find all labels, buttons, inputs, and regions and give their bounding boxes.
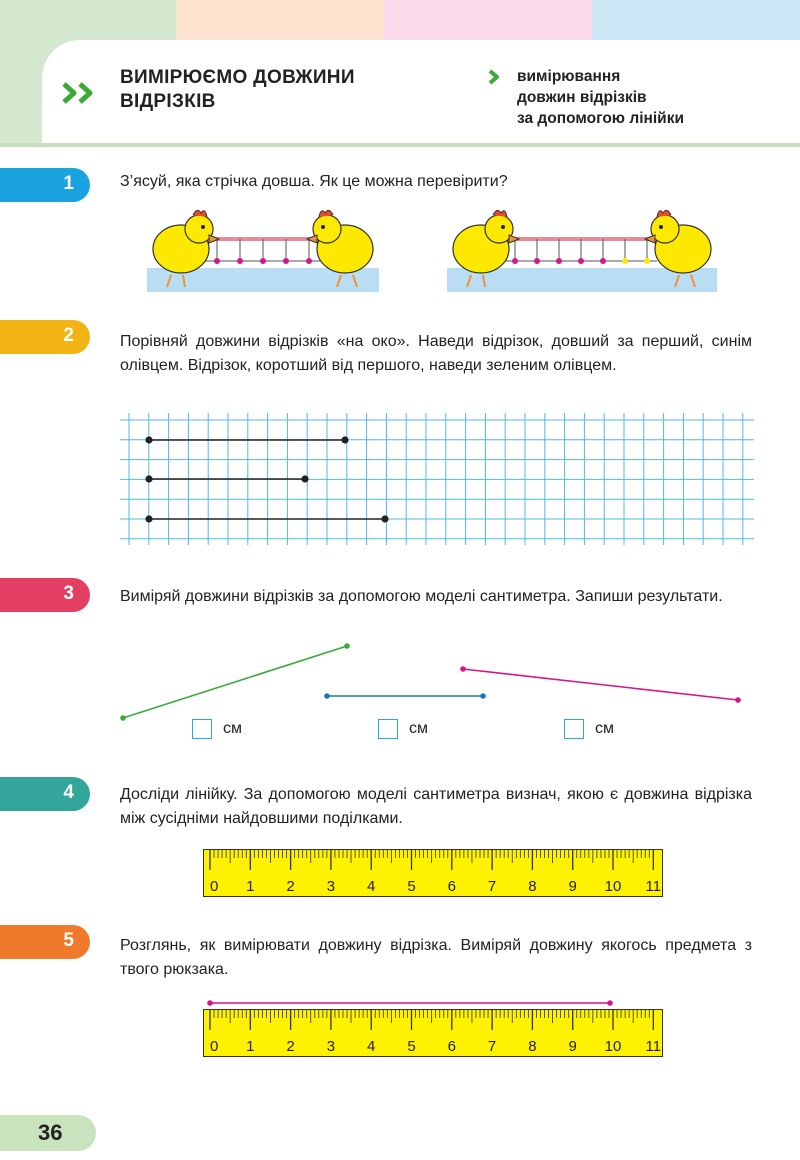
- ruler-tick-label: 5: [407, 878, 416, 895]
- chickens-short-ribbon-illustration: [145, 205, 385, 293]
- task-text-4: Досліди лінійку. За допомогою моделі сантиметра визнач, якою є довжина відрізка між сусідніми найдовшими поділками.: [120, 786, 752, 827]
- measure-segments: [110, 635, 760, 730]
- answer-box-1[interactable]: [192, 719, 212, 739]
- ruler-tick-label: 9: [568, 1038, 577, 1055]
- page-subtitle: вимірювання довжин відрізків за допомогою лінійки: [517, 68, 684, 127]
- page-number: 36: [38, 1120, 63, 1145]
- chickens-long-ribbon-illustration: [445, 205, 720, 293]
- ruler-tick-label: 4: [367, 878, 376, 895]
- unit-label-1: см: [223, 720, 242, 737]
- task-text-5: Розглянь, як вимірювати довжину відрізка. Виміряй довжину якогось предмета з твого рюкзака.: [120, 937, 752, 978]
- answer-box-2[interactable]: [378, 719, 398, 739]
- task-text-3: Виміряй довжини відрізків за допомогою моделі сантиметра. Запиши результати.: [120, 588, 723, 605]
- segment-green: [123, 646, 347, 718]
- double-chevron-icon: [62, 82, 106, 104]
- task-badge-1: 1: [0, 168, 90, 202]
- ruler-1: [203, 849, 663, 902]
- ruler-tick-label: 6: [447, 878, 456, 895]
- header-divider: [0, 143, 800, 147]
- ruler-tick-label: 4: [367, 1038, 376, 1055]
- ruler-tick-label: 8: [528, 878, 537, 895]
- ruler-tick-label: 1: [246, 878, 255, 895]
- ruler-tick-label: 6: [447, 1038, 456, 1055]
- segment-pink: [463, 669, 738, 700]
- unit-label-2: см: [409, 720, 428, 737]
- ruler-tick-label: 7: [487, 878, 497, 895]
- ruler-2: [203, 1009, 663, 1062]
- task-badge-2: 2: [0, 320, 90, 354]
- task-badge-4: 4: [0, 777, 90, 811]
- top-bar-pink: [384, 0, 592, 40]
- unit-label-3: см: [595, 720, 614, 737]
- top-bar-peach: [176, 0, 384, 40]
- page-title: ВИМІРЮЄМО ДОВЖИНИ ВІДРІЗКІВ: [120, 67, 355, 112]
- ruler-tick-label: 10: [604, 1038, 622, 1055]
- measured-segment: [203, 998, 663, 1008]
- ruler-tick-label: 0: [210, 1038, 219, 1055]
- task-badge-5: 5: [0, 925, 90, 959]
- ruler-tick-label: 1: [246, 1038, 255, 1055]
- ruler-tick-label: 3: [326, 1038, 336, 1055]
- top-bar-blue: [592, 0, 800, 40]
- task-text-2: Порівняй довжини відрізків «на око». Наведи відрізок, довший за перший, синім олівцем. Відрізок, коротший від першого, наведи зеленим олівцем.: [120, 333, 752, 374]
- answer-box-3[interactable]: [564, 719, 584, 739]
- ruler-tick-label: 11: [645, 878, 662, 895]
- ruler-tick-label: 0: [210, 878, 219, 895]
- ruler-tick-label: 7: [487, 1038, 497, 1055]
- ruler-tick-label: 9: [568, 878, 577, 895]
- ruler-tick-label: 8: [528, 1038, 537, 1055]
- ruler-tick-label: 10: [604, 878, 622, 895]
- task-text-1: З’ясуй, яка стрічка довша. Як це можна перевірити?: [120, 173, 508, 190]
- ruler-tick-label: 2: [286, 878, 295, 895]
- grid-paper: [120, 413, 754, 545]
- ruler-tick-label: 2: [286, 1038, 295, 1055]
- ruler-tick-label: 11: [645, 1038, 662, 1055]
- task-badge-3: 3: [0, 578, 90, 612]
- chevron-right-icon: [487, 69, 501, 85]
- ruler-tick-label: 3: [326, 878, 336, 895]
- ruler-tick-label: 5: [407, 1038, 416, 1055]
